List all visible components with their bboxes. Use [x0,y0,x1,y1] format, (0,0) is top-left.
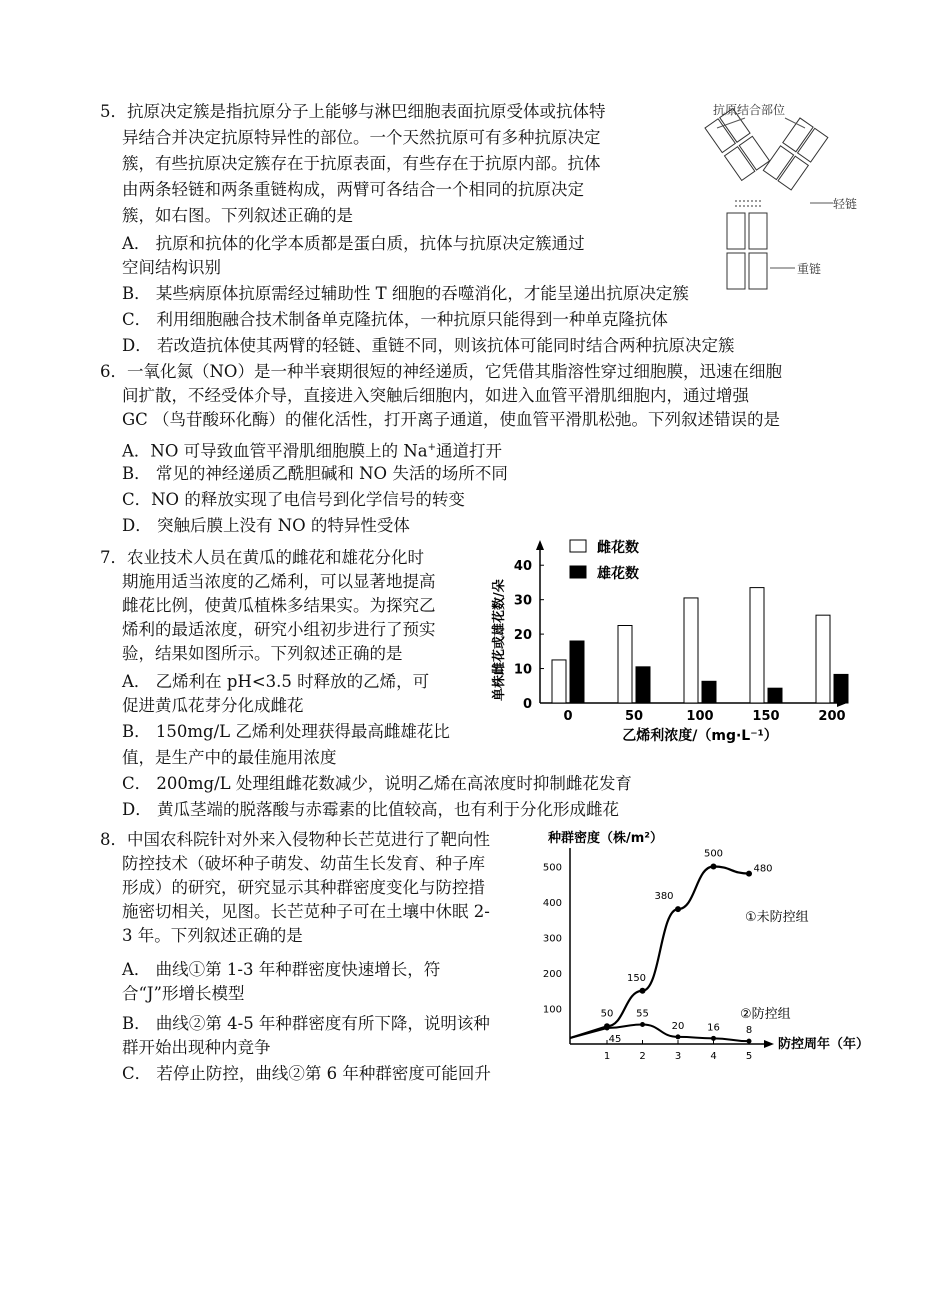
q8-stem-line-2: 防控技术（破坏种子萌发、幼苗生长发育、种子库 [122,854,485,873]
q6-option-a-tail: 通道打开 [436,441,503,461]
q6-stem-line-1: 6．一氧化氮（NO）是一种半衰期很短的神经递质，它凭借其脂溶性穿过细胞膜，迅速在细胞 [100,362,782,381]
bar-male [636,667,650,703]
q5-option-c[interactable]: C． 利用细胞融合技术制备单克隆抗体，一种抗原只能得到一种单克隆抗体 [122,310,668,329]
x-tick-label: 50 [624,709,644,724]
q5-stem-line-2: 异结合并决定抗原特异性的部位。一个天然抗原可有多种抗原决定 [122,128,601,147]
y-axis-title: 种群密度（株/m²） [548,831,663,846]
x-tick-label: 200 [818,709,846,724]
q8-stem-line-5: 3 年。下列叙述正确的是 [122,926,303,945]
y-axis-title: 单株雌花或雄花数/朵 [492,579,507,701]
q8-stem-line-1: 8．中国农科院针对外来入侵物种长芒苋进行了靶向性 [100,830,490,849]
q6-option-b[interactable]: B． 常见的神经递质乙酰胆碱和 NO 失活的场所不同 [122,464,508,483]
q7-option-c[interactable]: C． 200mg/L 处理组雌花数减少，说明乙烯在高浓度时抑制雌花发育 [122,774,632,793]
q7-stem-line-5: 验，结果如图所示。下列叙述正确的是 [122,644,403,663]
label-antigen-binding-site: 抗原结合部位 [713,103,786,117]
q6-option-a-sup: + [427,442,437,453]
x-tick-label: 2 [639,1051,646,1062]
q7-stem-line-4: 烯利的最适浓度，研究小组初步进行了预实 [122,620,436,639]
point-uncontrolled [640,988,646,994]
q5-stem-line-3: 簇，有些抗原决定簇存在于抗原表面，有些存在于抗原内部。抗体 [122,154,601,173]
q6-option-d[interactable]: D． 突触后膜上没有 NO 的特异性受体 [122,516,410,535]
y-tick-label: 200 [542,969,562,980]
point-controlled [676,1034,681,1039]
bar-female [816,615,830,703]
q5-stem-line-4: 由两条轻链和两条重链构成，两臂可各结合一个相同的抗原决定 [122,180,584,199]
y-tick-label: 500 [542,862,562,874]
y-tick-label: 0 [522,697,532,712]
q7-stem-line-2: 期施用适当浓度的乙烯利，可以显著地提高 [122,572,436,591]
bar-male [768,688,782,703]
series-label-controlled: ②防控组 [740,1007,791,1022]
q8-stem-line-4: 施密切相关，见图。长芒苋种子可在土壤中休眠 2- [122,902,490,921]
point-uncontrolled [675,906,681,912]
q6-stem-line-2: 间扩散，不经受体介导，直接进入突触后细胞内，如进入血管平滑肌细胞内，通过增强 [122,386,749,405]
q8-option-a-cont: 合“J”形增长模型 [122,984,245,1003]
legend-swatch-male [570,566,586,578]
q6-option-a[interactable] [122,436,502,464]
data-label-uncontrolled: 380 [654,891,674,903]
bar-female [618,626,632,704]
q5-option-d[interactable]: D． 若改造抗体使其两臂的轻链、重链不同，则该抗体可能同时结合两种抗原决定簇 [122,336,735,355]
x-axis-title: 乙烯利浓度/（mg·L⁻¹） [622,728,778,744]
bar-male [702,681,716,703]
y-tick-label: 10 [513,662,532,678]
stem-left-upper [727,213,745,249]
bar-female [552,660,566,703]
point-controlled [640,1022,645,1027]
stem-right-upper [749,213,767,249]
q5-stem-line-1: 5．抗原决定簇是指抗原分子上能够与淋巴细胞表面抗原受体或抗体特 [100,102,606,121]
series-label-uncontrolled: ①未防控组 [745,910,809,925]
x-tick-label: 4 [710,1051,717,1062]
stem-right-lower [749,253,767,289]
point-controlled [605,1026,610,1031]
q5-stem-line-5: 簇，如右图。下列叙述正确的是 [122,206,353,225]
q7-option-d[interactable]: D． 黄瓜茎端的脱落酸与赤霉素的比值较高，也有利于分化形成雌花 [122,800,619,819]
data-label-controlled: 45 [608,1034,622,1046]
data-label-controlled: 20 [671,1020,685,1032]
x-tick-label: 0 [563,709,573,724]
x-tick-label: 3 [674,1051,682,1062]
legend-label-male: 雄花数 [597,566,639,582]
q6-option-c[interactable]: C．NO 的释放实现了电信号到化学信号的转变 [122,490,465,509]
stem-left-lower [727,253,745,289]
q6-option-a-text: A．NO 可导致血管平滑肌细胞膜上的 Na [122,441,428,461]
data-label-uncontrolled: 500 [703,848,724,860]
x-tick-label: 100 [686,709,714,724]
series-uncontrolled-line [607,867,749,1027]
q8-option-a[interactable]: A． 曲线①第 1-3 年种群密度快速增长，符 [122,960,441,979]
q7-option-b-cont: 值，是生产中的最佳施用浓度 [122,748,337,767]
point-uncontrolled [746,871,752,877]
legend-label-female: 雌花数 [597,540,639,556]
data-label-uncontrolled: 480 [753,863,773,875]
y-tick-label: 300 [542,933,562,945]
y-tick-label: 40 [513,559,532,575]
population-density-line-chart [540,826,870,1062]
ethephon-bar-chart [485,528,865,746]
x-tick-label: 150 [752,709,780,724]
point-controlled [747,1039,752,1044]
data-label-controlled: 55 [636,1008,649,1020]
data-label-controlled: 16 [707,1022,720,1034]
q8-option-c[interactable]: C． 若停止防控，曲线②第 6 年种群密度可能回升 [122,1064,491,1083]
bar-male [570,641,584,703]
q7-option-b[interactable]: B． 150mg/L 乙烯利处理获得最高雌雄花比 [122,722,450,741]
y-tick-label: 100 [542,1004,562,1016]
data-label-uncontrolled: 150 [626,972,647,984]
label-heavy-chain: 重链 [797,262,822,276]
q8-stem-line-3: 形成）的研究，研究显示其种群密度变化与防控措 [122,878,485,897]
antibody-diagram [665,98,865,298]
q5-option-a-cont: 空间结构识别 [122,258,221,277]
point-controlled [711,1036,716,1041]
q8-option-b[interactable]: B． 曲线②第 4-5 年种群密度有所下降，说明该种 [122,1014,490,1033]
x-tick-label: 5 [745,1051,753,1062]
x-axis-arrow [764,1040,774,1048]
q7-stem-line-3: 雌花比例，使黄瓜植株多结果实。为探究乙 [122,596,436,615]
point-uncontrolled [711,864,717,870]
series-controlled-line [570,1024,749,1041]
bar-male [834,674,848,703]
bar-female [684,598,698,703]
x-axis-title: 防控周年（年） [778,1037,870,1052]
q5-option-b[interactable]: B． 某些病原体抗原需经过辅助性 T 细胞的吞噬消化，才能呈递出抗原决定簇 [122,284,689,303]
y-axis-arrow [536,540,544,550]
q7-stem-line-1: 7．农业技术人员在黄瓜的雌花和雄花分化时 [100,548,424,567]
y-tick-label: 20 [513,628,532,644]
q6-stem-line-3: GC （鸟苷酸环化酶）的催化活性，打开离子通道，使血管平滑肌松弛。下列叙述错误的是 [122,410,781,429]
y-tick-label: 400 [542,898,562,909]
q5-option-a[interactable]: A． 抗原和抗体的化学本质都是蛋白质，抗体与抗原决定簇通过 [122,234,585,253]
label-light-chain: 轻链 [833,197,858,211]
q7-option-a-cont: 促进黄瓜花芽分化成雌花 [122,696,304,715]
data-label-controlled: 8 [745,1025,753,1037]
legend-swatch-female [570,540,586,552]
y-tick-label: 30 [513,593,532,609]
x-tick-label: 1 [603,1051,611,1062]
q8-option-b-cont: 群开始出现种内竞争 [122,1038,271,1057]
data-label-uncontrolled: 50 [600,1008,614,1020]
q7-option-a[interactable]: A． 乙烯利在 pH<3.5 时释放的乙烯，可 [122,672,430,691]
bar-female [750,588,764,703]
